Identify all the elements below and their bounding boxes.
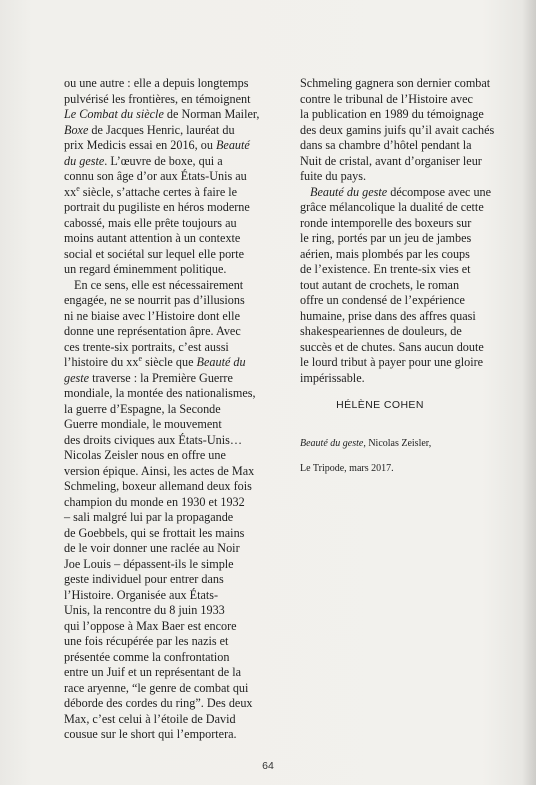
- text-line: ou une autre : elle a depuis longtemps: [64, 76, 249, 90]
- text-line: Schmeling, boxeur allemand deux fois: [64, 479, 252, 493]
- text-line: dans sa chambre d’hôtel pendant la: [300, 138, 472, 152]
- text-line: mondiale, la montée des nationalismes,: [64, 386, 256, 400]
- text-line: Unis, la rencontre du 8 juin 1933: [64, 603, 225, 617]
- text-line: social et sociétal sur lequel elle porte: [64, 246, 245, 261]
- text-line: la publication en 1989 du témoignage: [300, 107, 484, 121]
- page-number: 64: [262, 760, 274, 772]
- text-line: présentée comme la confrontation: [64, 649, 230, 664]
- text-line: Nuit de cristal, avant d’organiser leur: [300, 153, 482, 168]
- text-line: Schmeling gagnera son dernier combat: [300, 76, 491, 90]
- text-line: portrait du pugiliste en héros moderne: [64, 200, 250, 214]
- text-line: offre un condensé de l’expérience: [300, 293, 465, 307]
- text-line: aérien, mais plombés par les coups: [300, 246, 470, 261]
- text-line: donne une représentation âpre. Avec: [64, 324, 241, 338]
- text-line: de l’existence. En trente-six vies et: [300, 262, 471, 276]
- text-line: champion du monde en 1930 et 1932: [64, 494, 245, 509]
- text-line: l’Histoire. Organisée aux États-: [64, 587, 219, 602]
- text-line: des deux gamins juifs qu’il avait cachés: [300, 122, 495, 137]
- text-line: déborde des cordes du ring”. Des deux: [64, 696, 253, 710]
- text-line: engagée, ne se nourrit pas d’illusions: [64, 293, 245, 307]
- text-line: version épique. Ainsi, les actes de Max: [64, 463, 255, 478]
- text-line: tout autant de crochets, le roman: [300, 277, 460, 292]
- text-line: race aryenne, “le genre de combat qui: [64, 680, 249, 695]
- text-line: une fois récupérée par les nazis et: [64, 634, 229, 648]
- text-line: geste individuel pour entrer dans: [64, 572, 224, 586]
- text-line: le ring, portés par un jeu de jambes: [300, 231, 472, 245]
- text-line: moins autant attention à un contexte: [64, 231, 241, 245]
- text-line: ronde intemporelle des boxeurs sur: [300, 215, 472, 230]
- text-line: impérissable.: [300, 370, 365, 385]
- credit-publisher: Le Tripode, mars 2017.: [300, 462, 394, 474]
- text-line: le lourd tribut à payer pour une gloire: [300, 355, 484, 369]
- text-line: du geste. L’œuvre de boxe, qui a: [64, 153, 223, 168]
- text-line: Beauté du geste décompose avec une: [310, 184, 492, 199]
- text-line: Boxe de Jacques Henric, lauréat du: [64, 122, 235, 137]
- credit-book-title: Beauté du geste: [300, 437, 364, 449]
- article-left-column: [64, 76, 289, 743]
- article-right-column: [300, 76, 495, 475]
- text-line: shakespeariennes de douleurs, de: [300, 324, 462, 338]
- text-line: un regard éminemment politique.: [64, 262, 227, 276]
- text-line: En ce sens, elle est nécessairement: [74, 277, 244, 292]
- page-binding-shadow: [522, 0, 536, 785]
- text-line: humaine, prise dans des affres quasi: [300, 308, 476, 323]
- text-line: ces trente-six portraits, c’est aussi: [64, 339, 229, 354]
- book-credit: [300, 438, 490, 476]
- text-line: Max, c’est celui à l’étoile de David: [64, 711, 236, 726]
- text-line: Nicolas Zeisler nous en offre une: [64, 448, 226, 462]
- text-line: cousue sur le short qui l’emportera.: [64, 727, 237, 741]
- text-line: l’histoire du $xx^e$ siècle que Beauté du: [64, 353, 246, 369]
- credit-author: , Nicolas Zeisler,: [363, 437, 432, 449]
- text-line: Le Combat du siècle de Norman Mailer,: [64, 107, 260, 121]
- text-line: pulvérisé les frontières, en témoignent: [64, 91, 251, 106]
- credit-line: [300, 438, 490, 451]
- text-line: grâce mélancolique la dualité de cette: [300, 200, 484, 214]
- text-line: contre le tribunal de l’Histoire avec: [300, 91, 473, 106]
- text-line: de le voir donner une raclée au Noir: [64, 541, 240, 555]
- text-line: la guerre d’Espagne, la Seconde: [64, 401, 221, 416]
- author-signature: HÉLÈNE COHEN: [336, 399, 424, 411]
- text-line: connu son âge d’or aux États-Unis au: [64, 169, 247, 183]
- text-line: cabossé, mais elle prête toujours au: [64, 215, 237, 230]
- text-line: fuite du pays.: [300, 169, 367, 183]
- text-line: qui l’oppose à Max Baer est encore: [64, 618, 237, 633]
- text-line: des droits civiques aux États-Unis…: [64, 432, 243, 447]
- text-line: $xx^e$ siècle, s’attache certes à faire le: [64, 183, 238, 199]
- text-line: – sali malgré lui par la propagande: [64, 510, 234, 524]
- text-line: succès et de chutes. Sans aucun doute: [300, 339, 484, 354]
- text-line: de Goebbels, qui se frottait les mains: [64, 525, 245, 540]
- text-line: entre un Juif et un représentant de la: [64, 665, 241, 679]
- text-line: prix Medicis essai en 2016, ou Beauté: [64, 138, 250, 152]
- text-line: ni ne biaise avec l’Histoire dont elle: [64, 308, 240, 323]
- text-line: Joe Louis – dépassent-ils le simple: [64, 556, 234, 571]
- text-line: Guerre mondiale, le mouvement: [64, 417, 222, 431]
- text-line: geste traverse : la Première Guerre: [64, 370, 233, 385]
